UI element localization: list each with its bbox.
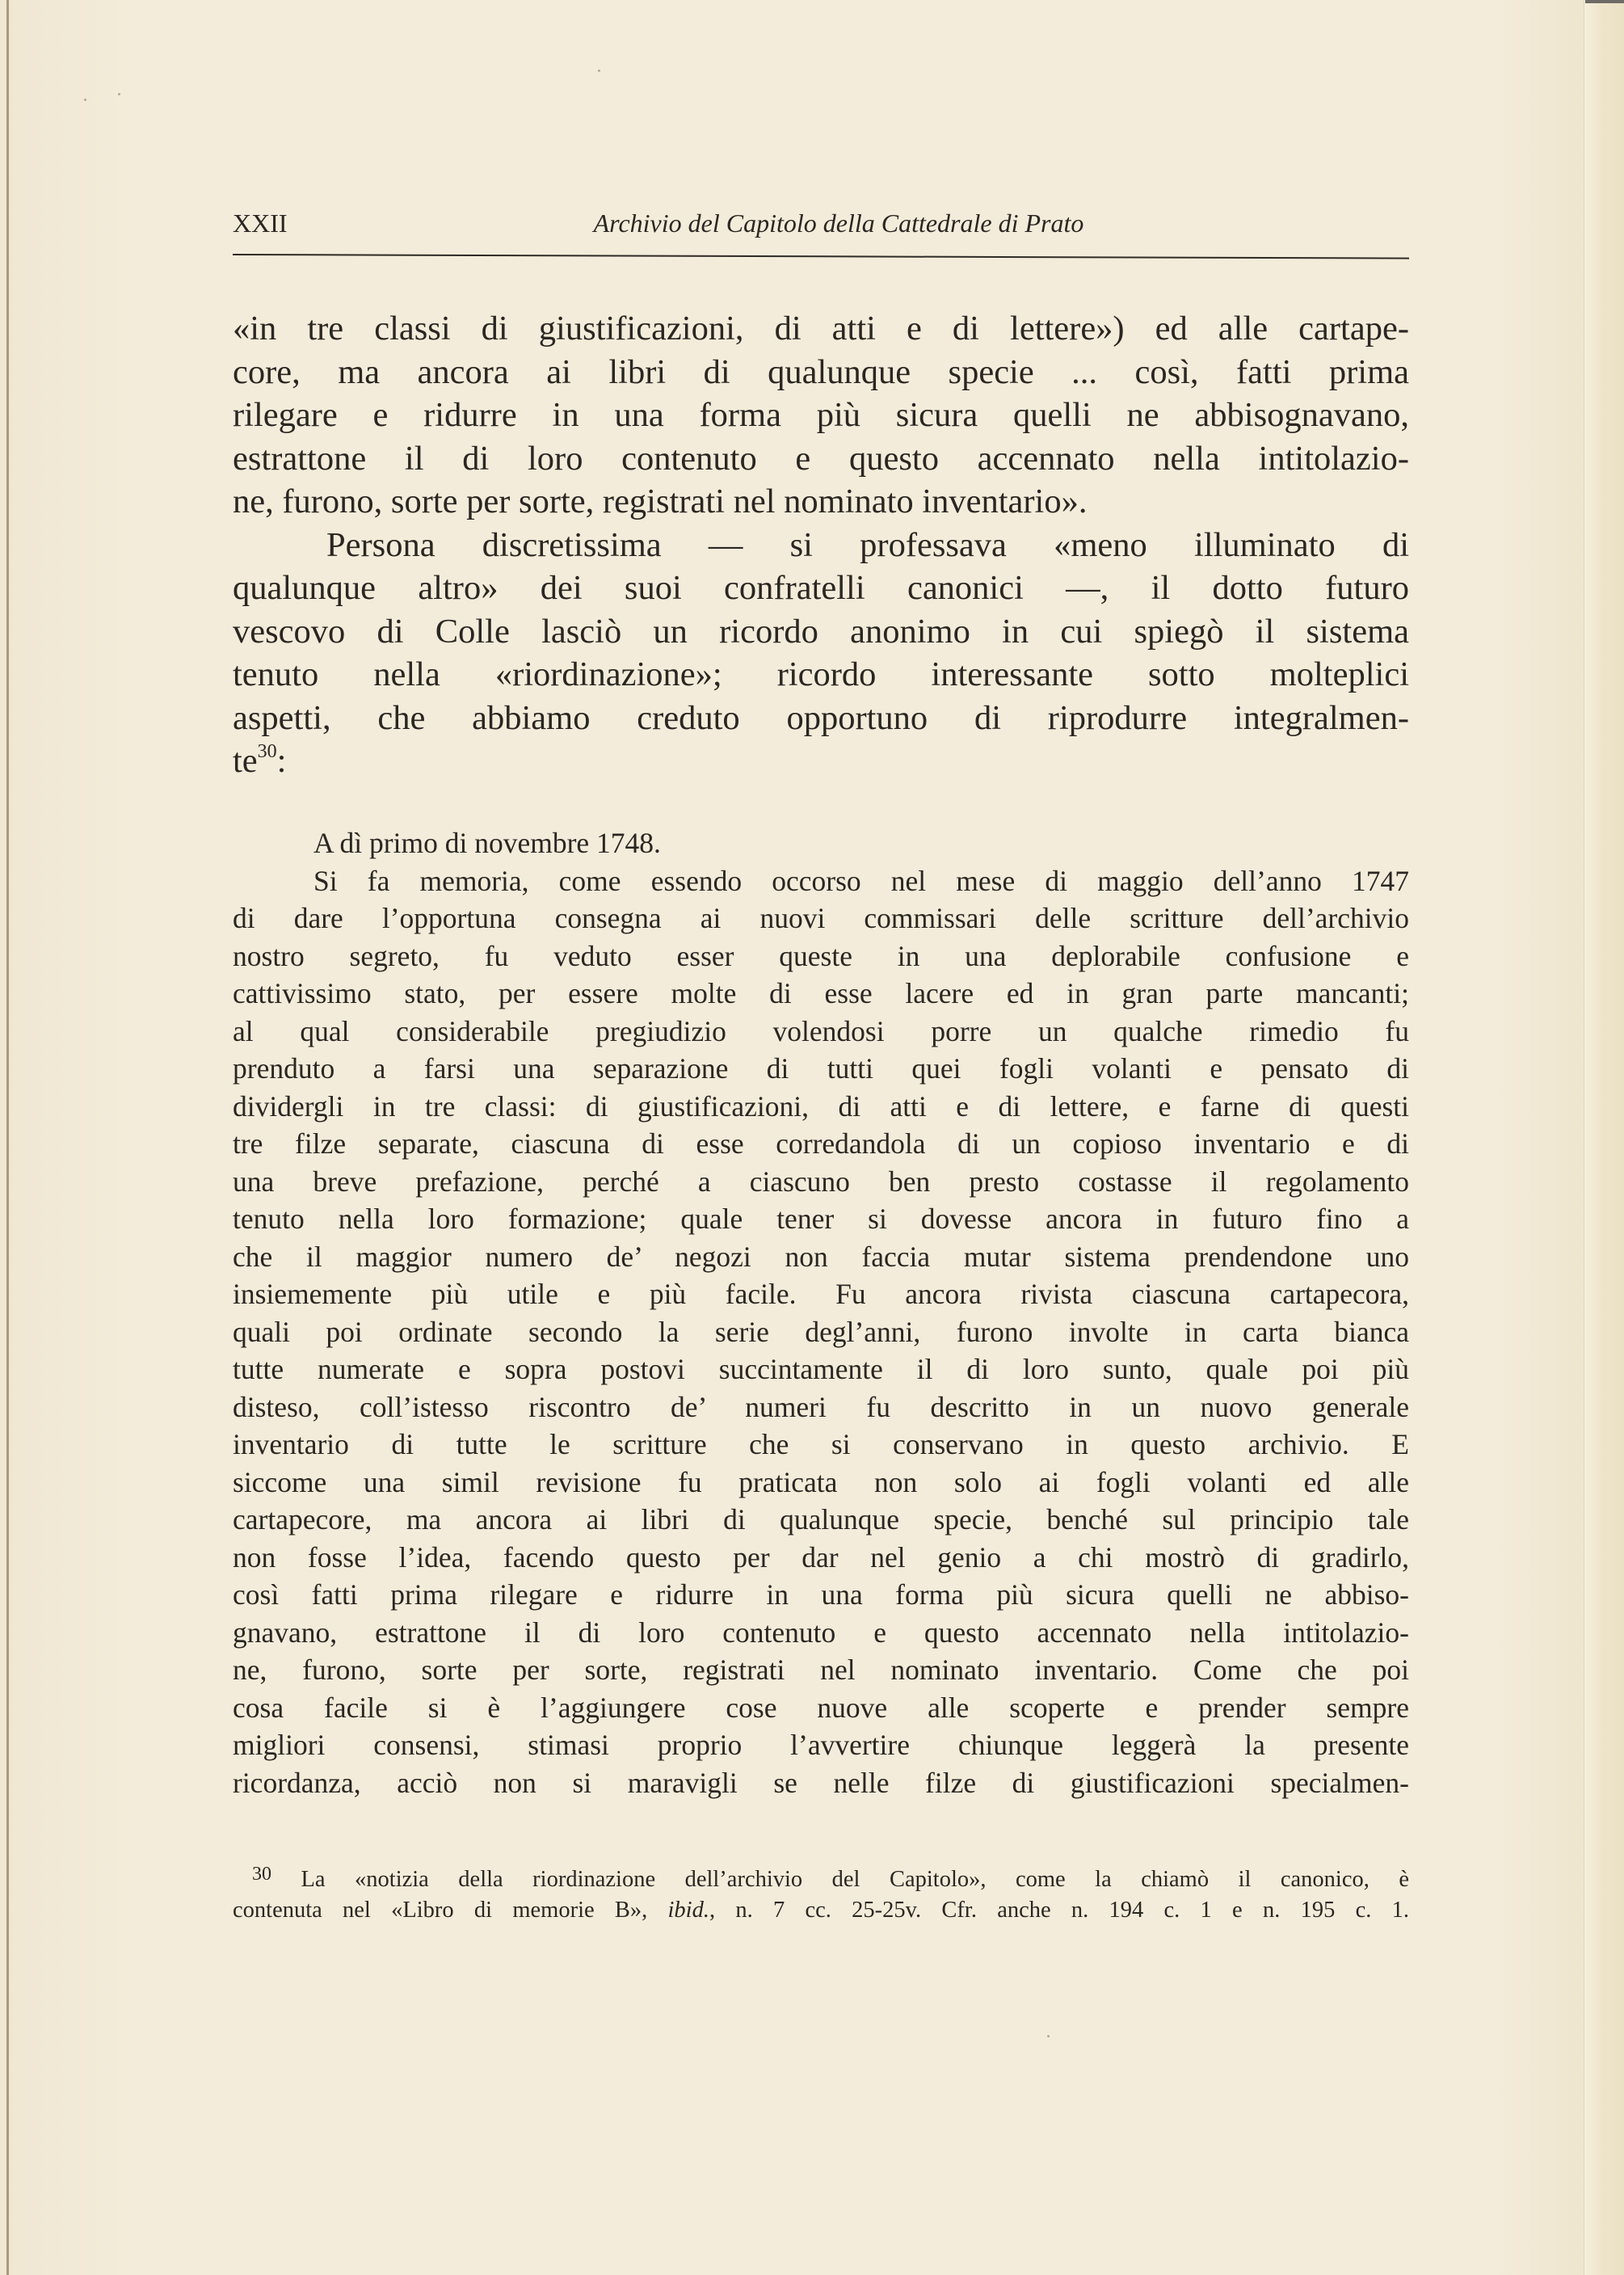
document-date: A dì primo di novembre 1748. [313,827,661,859]
paper-speck [1047,2035,1050,2037]
text-line: ricordanza, acciò non si maravigli se nelle filze di giustificazioni specialmen- [233,1766,1409,1799]
text-line: aspetti, che abbiamo creduto opportuno di riprodurre integralmen- [233,698,1409,737]
text-line: cosa facile si è l’aggiungere cose nuove alle scoperte e prender sempre [233,1691,1409,1724]
text-line: dividergli in tre classi: di giustificazioni, di atti e di lettere, e farne di questi [233,1089,1409,1123]
text-fragment: te [233,742,258,780]
text-line: tenuto nella loro formazione; quale tener si dovesse ancora in futuro fino a [233,1203,1409,1235]
text-line: tutte numerate e sopra postovi succintamente il di loro sunto, quale poi più [233,1353,1409,1385]
binding-edge [6,0,9,2275]
scan-border [1585,0,1624,3]
footnote-line [233,1895,1409,1926]
page-number: XXII [233,209,288,238]
footnote-reference[interactable]: 30 [257,741,277,762]
text-line: cartapecore, ma ancora ai libri di qualunque specie, benché sul principio tale [233,1503,1409,1536]
text-line: inventario di tutte le scritture che si conservano in questo archivio. E [233,1428,1409,1460]
text-line: nostro segreto, fu veduto esser queste in una deplorabile confusione e [233,939,1409,972]
text-line: di dare l’opportuna consegna ai nuovi commissari delle scritture dell’archivio [233,902,1409,934]
text-line: al qual considerabile pregiudizio volendosi porre un qualche rimedio fu [233,1014,1409,1047]
text-line: core, ma ancora ai libri di qualunque specie ... così, fatti prima [233,352,1409,391]
paper-speck [598,70,600,72]
text-line: ne, furono, sorte per sorte, registrati nel nominato inventario». [233,482,1088,520]
ibid-abbreviation: ibid. [667,1898,709,1923]
text-fragment: , n. 7 cc. 25-25v. Cfr. anche n. 194 c. 1 e n. 195 c. 1. [709,1898,1409,1923]
paper-speck [118,93,120,95]
footnote-line [233,1859,1409,1895]
paragraph-1 [233,307,1409,524]
text-line: qualunque altro» dei suoi confratelli canonici —, il dotto futuro [233,569,1409,607]
text-line: gnavano, estrattone il di loro contenuto e questo accennato nella intitolazio- [233,1616,1409,1649]
text-line: migliori consensi, stimasi proprio l’avvertire chiunque leggerà la presente [233,1729,1409,1761]
text-line: «in tre classi di giustificazioni, di atti e di lettere») ed alle cartape- [233,310,1409,348]
text-line: estrattone il di loro contenuto e questo accennato nella intitolazio- [233,439,1409,478]
text-line: quali poi ordinate secondo la serie degl’anni, furono involte in carta bianca [233,1315,1409,1348]
paper-speck [84,99,86,101]
text-line: vescovo di Colle lasciò un ricordo anonimo in cui spiegò il sistema [233,612,1409,651]
text-line: che il maggior numero de’ negozi non faccia mutar sistema prendendone uno [233,1240,1409,1273]
text-line: insiememente più utile e più facile. Fu ancora rivista ciascuna cartapecora, [233,1278,1409,1310]
text-fragment: contenuta nel «Libro di memorie B», [233,1898,668,1923]
text-line: disteso, coll’istesso riscontro de’ numeri fu descritto in un nuovo generale [233,1390,1409,1423]
text-line: rilegare e ridurre in una forma più sicura quelli ne abbisognavano, [233,396,1409,434]
text-line: così fatti prima rilegare e ridurre in una forma più sicura quelli ne abbiso- [233,1578,1409,1611]
footnote-number: 30 [252,1864,271,1885]
text-line [233,739,1409,783]
text-line: tenuto nella «riordinazione»; ricordo interessante sotto molteplici [233,655,1409,693]
text-line: cattivissimo stato, per essere molte di esse lacere ed in gran parte mancanti; [233,977,1409,1009]
text-line: ne, furono, sorte per sorte, registrati nel nominato inventario. Come che poi [233,1654,1409,1686]
footnote [233,1859,1409,1926]
text-line: siccome una simil revisione fu praticata non solo ai fogli volanti ed alle [233,1465,1409,1498]
paragraph-2 [233,524,1409,783]
text-line: prenduto a farsi una separazione di tutti quei fogli volanti e pensato di [233,1052,1409,1085]
text-fragment: : [276,742,287,780]
text-line: Persona discretissima — si professava «meno illuminato di [326,525,1409,564]
body-text [233,307,1409,783]
adjacent-page-edge [1584,0,1624,2275]
text-line: una breve prefazione, perché a ciascuno ben presto costasse il regolamento [233,1165,1409,1198]
text-line: tre filze separate, ciascuna di esse corredandola di un copioso inventario e di [233,1127,1409,1160]
text-line: Si fa memoria, come essendo occorso nel mese di maggio dell’anno 1747 [313,864,1409,897]
text-line: non fosse l’idea, facendo questo per dar nel genio a chi mostrò di gradirlo, [233,1540,1409,1574]
text-fragment: La «notizia della riordinazione dell’archivio del Capitolo», come la chiamò il canonico, è [301,1867,1410,1892]
running-head [233,209,1409,249]
running-title: Archivio del Capitolo della Cattedrale di Prato [593,209,1084,238]
quoted-document [233,824,1409,1801]
